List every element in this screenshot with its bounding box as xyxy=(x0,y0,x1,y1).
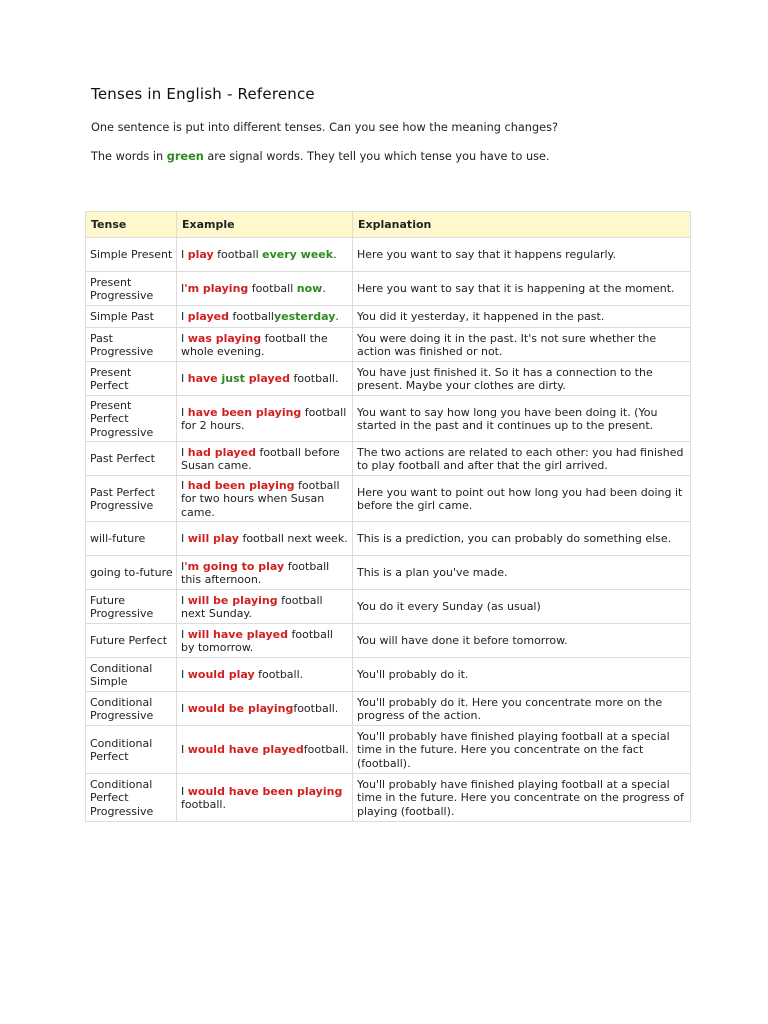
header-explanation: Explanation xyxy=(353,212,691,238)
verb-form: 'm playing xyxy=(184,282,249,296)
example-text: I xyxy=(181,668,188,682)
example-text: . xyxy=(333,248,337,262)
explanation-cell: You want to say how long you have been doing it. (You started in the past and it continues up to the present. xyxy=(353,396,691,442)
tense-cell: Conditional Simple xyxy=(86,658,177,692)
verb-form: will play xyxy=(187,532,239,546)
example-text: football this afternoon. xyxy=(181,559,330,586)
signal-word: yesterday xyxy=(273,310,336,324)
signal-note-before: The words in xyxy=(91,150,167,163)
explanation-cell: You were doing it in the past. It's not sure whether the action was finished or not. xyxy=(353,328,691,362)
table-row xyxy=(86,328,691,362)
example-cell xyxy=(177,306,353,328)
example-text: football for two hours when Susan came. xyxy=(181,478,340,519)
tense-cell: Future Perfect xyxy=(86,624,177,658)
table-row xyxy=(86,556,691,590)
verb-form: play xyxy=(187,248,214,262)
example-text: football. xyxy=(181,797,226,811)
tense-cell: Past Perfect Progressive xyxy=(86,476,177,522)
table-row xyxy=(86,306,691,328)
tense-cell: Present Perfect Progressive xyxy=(86,396,177,442)
table-body xyxy=(86,238,691,822)
explanation-cell: You do it every Sunday (as usual) xyxy=(353,590,691,624)
example-text: football. xyxy=(254,668,304,682)
example-text: football. xyxy=(293,702,339,716)
explanation-cell: This is a plan you've made. xyxy=(353,556,691,590)
table-row xyxy=(86,774,691,822)
example-text: football the whole evening. xyxy=(181,331,328,358)
verb-form: will be playing xyxy=(187,593,278,607)
table-row xyxy=(86,272,691,306)
header-example: Example xyxy=(177,212,353,238)
explanation-cell: You'll probably have finished playing football at a special time in the future. Here you concentrate on the progress of playing (football). xyxy=(353,774,691,822)
verb-form: had been playing xyxy=(187,478,295,492)
explanation-cell: You'll probably have finished playing football at a special time in the future. Here you concentrate on the fact (football). xyxy=(353,726,691,774)
example-text: . xyxy=(335,310,339,324)
table-row xyxy=(86,476,691,522)
example-cell xyxy=(177,522,353,556)
tense-cell: Present Progressive xyxy=(86,272,177,306)
example-text: I xyxy=(181,282,185,296)
table-row xyxy=(86,238,691,272)
table-row xyxy=(86,590,691,624)
tense-cell: Simple Present xyxy=(86,238,177,272)
example-text: I xyxy=(181,702,188,716)
tense-cell: Simple Past xyxy=(86,306,177,328)
example-text: I xyxy=(181,532,188,546)
example-text: football before Susan came. xyxy=(181,445,340,472)
example-cell xyxy=(177,556,353,590)
explanation-cell: Here you want to say that it happens regularly. xyxy=(353,238,691,272)
verb-form: 'm going to play xyxy=(184,559,285,573)
example-text: football. xyxy=(303,743,349,757)
example-cell xyxy=(177,774,353,822)
table-row xyxy=(86,522,691,556)
tense-cell: will-future xyxy=(86,522,177,556)
explanation-cell: You'll probably do it. xyxy=(353,658,691,692)
tense-cell: Past Progressive xyxy=(86,328,177,362)
example-text: I xyxy=(181,331,188,345)
example-text: I xyxy=(181,593,188,607)
example-cell xyxy=(177,396,353,442)
explanation-cell: You did it yesterday, it happened in the past. xyxy=(353,306,691,328)
verb-form: played xyxy=(244,372,290,386)
example-text: I xyxy=(181,445,188,459)
example-cell xyxy=(177,726,353,774)
example-text: football. xyxy=(289,372,339,386)
signal-word: now xyxy=(296,282,323,296)
table-header-row xyxy=(86,212,691,238)
table-row xyxy=(86,396,691,442)
table-row xyxy=(86,658,691,692)
example-text: I xyxy=(181,478,188,492)
table-row xyxy=(86,692,691,726)
explanation-cell: You have just finished it. So it has a connection to the present. Maybe your clothes are dirty. xyxy=(353,362,691,396)
table-row xyxy=(86,726,691,774)
example-cell xyxy=(177,476,353,522)
intro-text: One sentence is put into different tenses. Can you see how the meaning changes? xyxy=(91,121,558,134)
example-text: football xyxy=(248,282,297,296)
page-title: Tenses in English - Reference xyxy=(91,85,315,103)
example-text: I xyxy=(181,784,188,798)
tense-cell: going to-future xyxy=(86,556,177,590)
tense-cell: Conditional Perfect xyxy=(86,726,177,774)
verb-form: will have played xyxy=(187,627,289,641)
verb-form: would have been playing xyxy=(187,784,343,798)
example-text: football xyxy=(213,248,263,262)
example-text: I xyxy=(181,743,188,757)
example-cell xyxy=(177,692,353,726)
example-cell xyxy=(177,238,353,272)
example-text: I xyxy=(181,248,188,262)
tense-cell: Past Perfect xyxy=(86,442,177,476)
table-row xyxy=(86,624,691,658)
verb-form: played xyxy=(187,310,229,324)
table-row xyxy=(86,442,691,476)
tense-cell: Conditional Progressive xyxy=(86,692,177,726)
table-row xyxy=(86,362,691,396)
explanation-cell: Here you want to point out how long you had been doing it before the girl came. xyxy=(353,476,691,522)
example-cell xyxy=(177,272,353,306)
example-text: football xyxy=(228,310,274,324)
example-text: I xyxy=(181,627,188,641)
example-text: I xyxy=(181,405,188,419)
verb-form: would be playing xyxy=(187,702,294,716)
tense-cell: Present Perfect xyxy=(86,362,177,396)
example-text: I xyxy=(181,372,188,386)
example-text: football next Sunday. xyxy=(181,593,323,620)
example-cell xyxy=(177,658,353,692)
example-cell xyxy=(177,590,353,624)
signal-word: just xyxy=(221,372,245,386)
signal-note-after: are signal words. They tell you which tense you have to use. xyxy=(203,150,550,163)
signal-note-green-word: green xyxy=(166,150,204,163)
signal-words-note xyxy=(91,150,550,163)
tenses-table xyxy=(85,211,691,822)
example-text: . xyxy=(322,282,326,296)
example-text: football for 2 hours. xyxy=(181,405,347,432)
verb-form: was playing xyxy=(187,331,262,345)
explanation-cell: Here you want to say that it is happening at the moment. xyxy=(353,272,691,306)
example-cell xyxy=(177,442,353,476)
verb-form: had played xyxy=(187,445,256,459)
verb-form: would have played xyxy=(187,743,304,757)
example-cell xyxy=(177,328,353,362)
explanation-cell: You will have done it before tomorrow. xyxy=(353,624,691,658)
explanation-cell: This is a prediction, you can probably do something else. xyxy=(353,522,691,556)
explanation-cell: You'll probably do it. Here you concentrate more on the progress of the action. xyxy=(353,692,691,726)
example-text: I xyxy=(181,310,188,324)
tense-cell: Future Progressive xyxy=(86,590,177,624)
explanation-cell: The two actions are related to each other: you had finished to play football and after that the girl arrived. xyxy=(353,442,691,476)
example-text: I xyxy=(181,559,185,573)
example-cell xyxy=(177,362,353,396)
signal-word: every week xyxy=(262,248,334,262)
example-text: football next week. xyxy=(238,532,348,546)
header-tense: Tense xyxy=(86,212,177,238)
verb-form: would play xyxy=(187,668,255,682)
verb-form: have been playing xyxy=(187,405,302,419)
tense-cell: Conditional Perfect Progressive xyxy=(86,774,177,822)
example-text: football by tomorrow. xyxy=(181,627,333,654)
verb-form: have xyxy=(187,372,222,386)
example-cell xyxy=(177,624,353,658)
